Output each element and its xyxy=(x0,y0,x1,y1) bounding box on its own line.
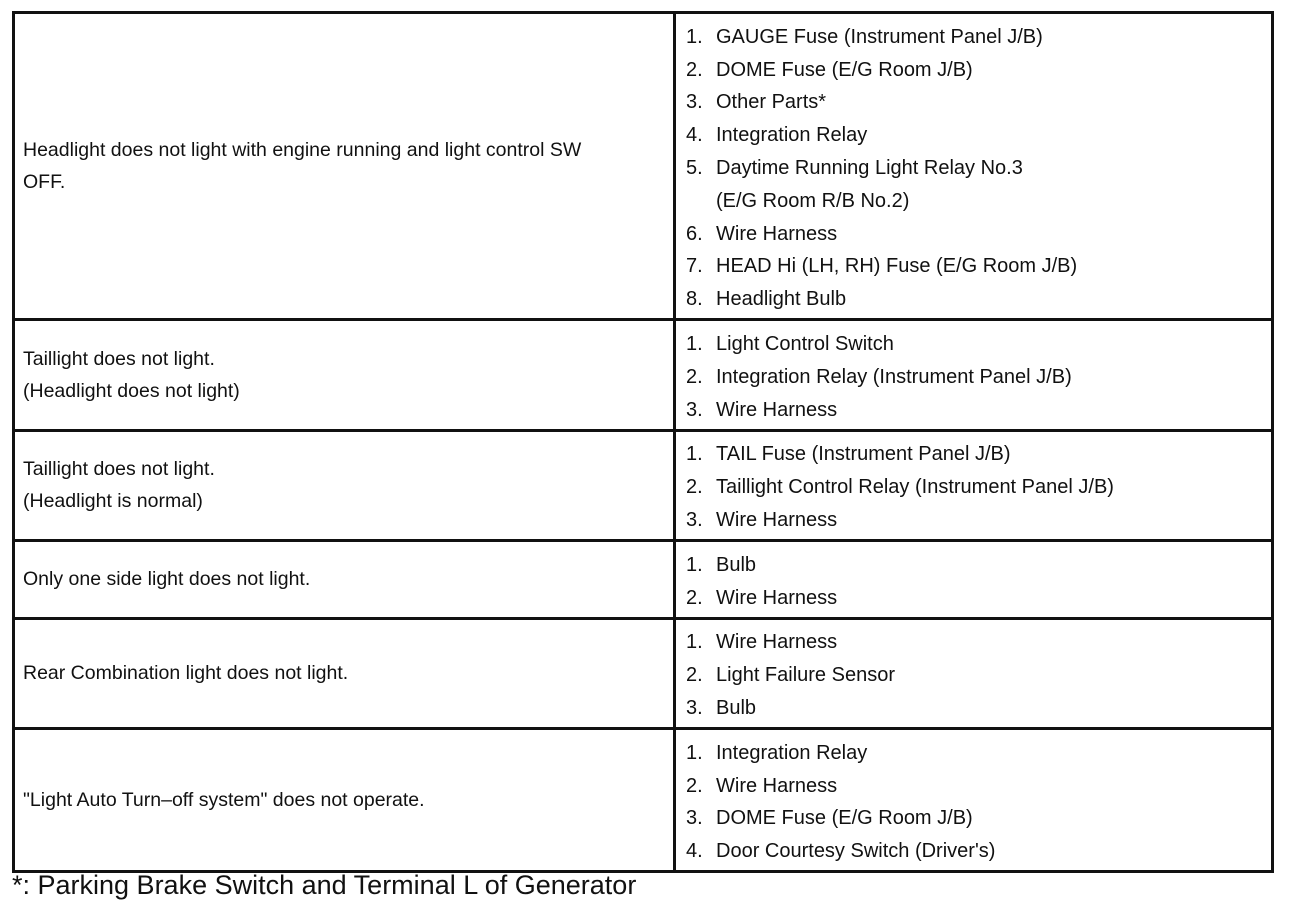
item-number: 3. xyxy=(686,509,703,532)
list-item xyxy=(686,394,1271,427)
list-item xyxy=(686,119,1271,152)
symptom-text: Taillight does not light. xyxy=(23,458,215,481)
list-item xyxy=(686,21,1271,54)
item-number: 6. xyxy=(686,222,703,245)
suspect-parts-cell xyxy=(676,542,1271,617)
item-text: TAIL Fuse (Instrument Panel J/B) xyxy=(716,443,1011,466)
list-item xyxy=(686,549,1271,582)
item-number: 1. xyxy=(686,553,703,576)
item-text: GAUGE Fuse (Instrument Panel J/B) xyxy=(716,25,1043,48)
list-item xyxy=(686,737,1271,770)
item-text: Daytime Running Light Relay No.3 xyxy=(716,157,1023,180)
list-item xyxy=(686,659,1271,692)
item-text: Bulb xyxy=(716,553,757,576)
item-number: 2. xyxy=(686,586,703,609)
list-item xyxy=(686,328,1271,361)
item-number: 3. xyxy=(686,91,703,114)
item-text: Wire Harness xyxy=(716,398,838,421)
suspect-parts-cell xyxy=(676,321,1271,428)
item-number: 3. xyxy=(686,398,703,421)
list-item xyxy=(686,471,1271,504)
item-text: DOME Fuse (E/G Room J/B) xyxy=(716,807,973,830)
item-number: 1. xyxy=(686,443,703,466)
list-item xyxy=(686,504,1271,537)
symptom-text: (Headlight is normal) xyxy=(23,490,203,513)
table-row xyxy=(15,617,1271,727)
item-text: Bulb xyxy=(716,697,757,720)
table-row xyxy=(15,539,1271,617)
troubleshooting-table xyxy=(12,11,1274,873)
list-item xyxy=(686,439,1271,472)
list-item xyxy=(686,692,1271,725)
table-row xyxy=(15,318,1271,428)
item-number: 4. xyxy=(686,840,703,863)
item-number: 4. xyxy=(686,124,703,147)
item-text: Integration Relay (Instrument Panel J/B) xyxy=(716,365,1072,388)
symptom-cell xyxy=(15,542,676,617)
item-text: Light Failure Sensor xyxy=(716,664,895,687)
list-item xyxy=(686,803,1271,836)
table-row xyxy=(15,14,1271,318)
list-item xyxy=(686,54,1271,87)
symptom-text: Headlight does not light with engine running and light control SW xyxy=(23,139,582,162)
item-text: Taillight Control Relay (Instrument Panel J/B) xyxy=(716,476,1114,499)
list-item xyxy=(686,185,1271,218)
item-text: Door Courtesy Switch (Driver's) xyxy=(716,840,996,863)
item-number: 7. xyxy=(686,255,703,278)
item-text: Headlight Bulb xyxy=(716,288,847,311)
item-number: 1. xyxy=(686,741,703,764)
suspect-parts-cell xyxy=(676,730,1271,870)
symptom-text: Only one side light does not light. xyxy=(23,568,311,591)
item-text: Wire Harness xyxy=(716,586,838,609)
item-text: HEAD Hi (LH, RH) Fuse (E/G Room J/B) xyxy=(716,255,1078,278)
list-item xyxy=(686,283,1271,316)
list-item xyxy=(686,87,1271,120)
list-item xyxy=(686,251,1271,284)
list-item xyxy=(686,582,1271,615)
item-number: 3. xyxy=(686,807,703,830)
symptom-text: Taillight does not light. xyxy=(23,347,215,370)
list-item xyxy=(686,361,1271,394)
item-number: 1. xyxy=(686,333,703,356)
suspect-parts-cell xyxy=(676,432,1271,539)
item-number: 8. xyxy=(686,288,703,311)
footnote: *: Parking Brake Switch and Terminal L of Generator xyxy=(12,870,637,900)
item-number: 2. xyxy=(686,58,703,81)
item-text: Integration Relay xyxy=(716,741,868,764)
list-item xyxy=(686,152,1271,185)
symptom-text: (Headlight does not light) xyxy=(23,379,240,402)
symptom-cell xyxy=(15,620,676,727)
table-row xyxy=(15,429,1271,539)
list-item xyxy=(686,770,1271,803)
item-number: 2. xyxy=(686,774,703,797)
item-text: Wire Harness xyxy=(716,509,838,532)
list-item xyxy=(686,218,1271,251)
symptom-cell xyxy=(15,432,676,539)
item-text: DOME Fuse (E/G Room J/B) xyxy=(716,58,973,81)
item-number: 1. xyxy=(686,631,703,654)
item-text: Wire Harness xyxy=(716,222,838,245)
suspect-parts-cell xyxy=(676,14,1271,318)
item-number: 2. xyxy=(686,476,703,499)
symptom-text: Rear Combination light does not light. xyxy=(23,662,349,685)
item-number: 3. xyxy=(686,697,703,720)
item-number: 2. xyxy=(686,664,703,687)
item-number: 2. xyxy=(686,365,703,388)
symptom-cell xyxy=(15,730,676,870)
item-text: Other Parts* xyxy=(716,91,827,114)
list-item xyxy=(686,627,1271,660)
suspect-parts-cell xyxy=(676,620,1271,727)
symptom-text: OFF. xyxy=(23,171,66,194)
list-item xyxy=(686,835,1271,868)
symptom-cell xyxy=(15,14,676,318)
table-row xyxy=(15,727,1271,870)
item-text: Integration Relay xyxy=(716,124,868,147)
item-number: 5. xyxy=(686,157,703,180)
item-text: Wire Harness xyxy=(716,631,838,654)
item-text: Wire Harness xyxy=(716,774,838,797)
symptom-cell xyxy=(15,321,676,428)
item-text: (E/G Room R/B No.2) xyxy=(716,189,910,212)
symptom-text: "Light Auto Turn–off system" does not operate. xyxy=(23,789,425,812)
item-text: Light Control Switch xyxy=(716,333,894,356)
item-number: 1. xyxy=(686,25,703,48)
